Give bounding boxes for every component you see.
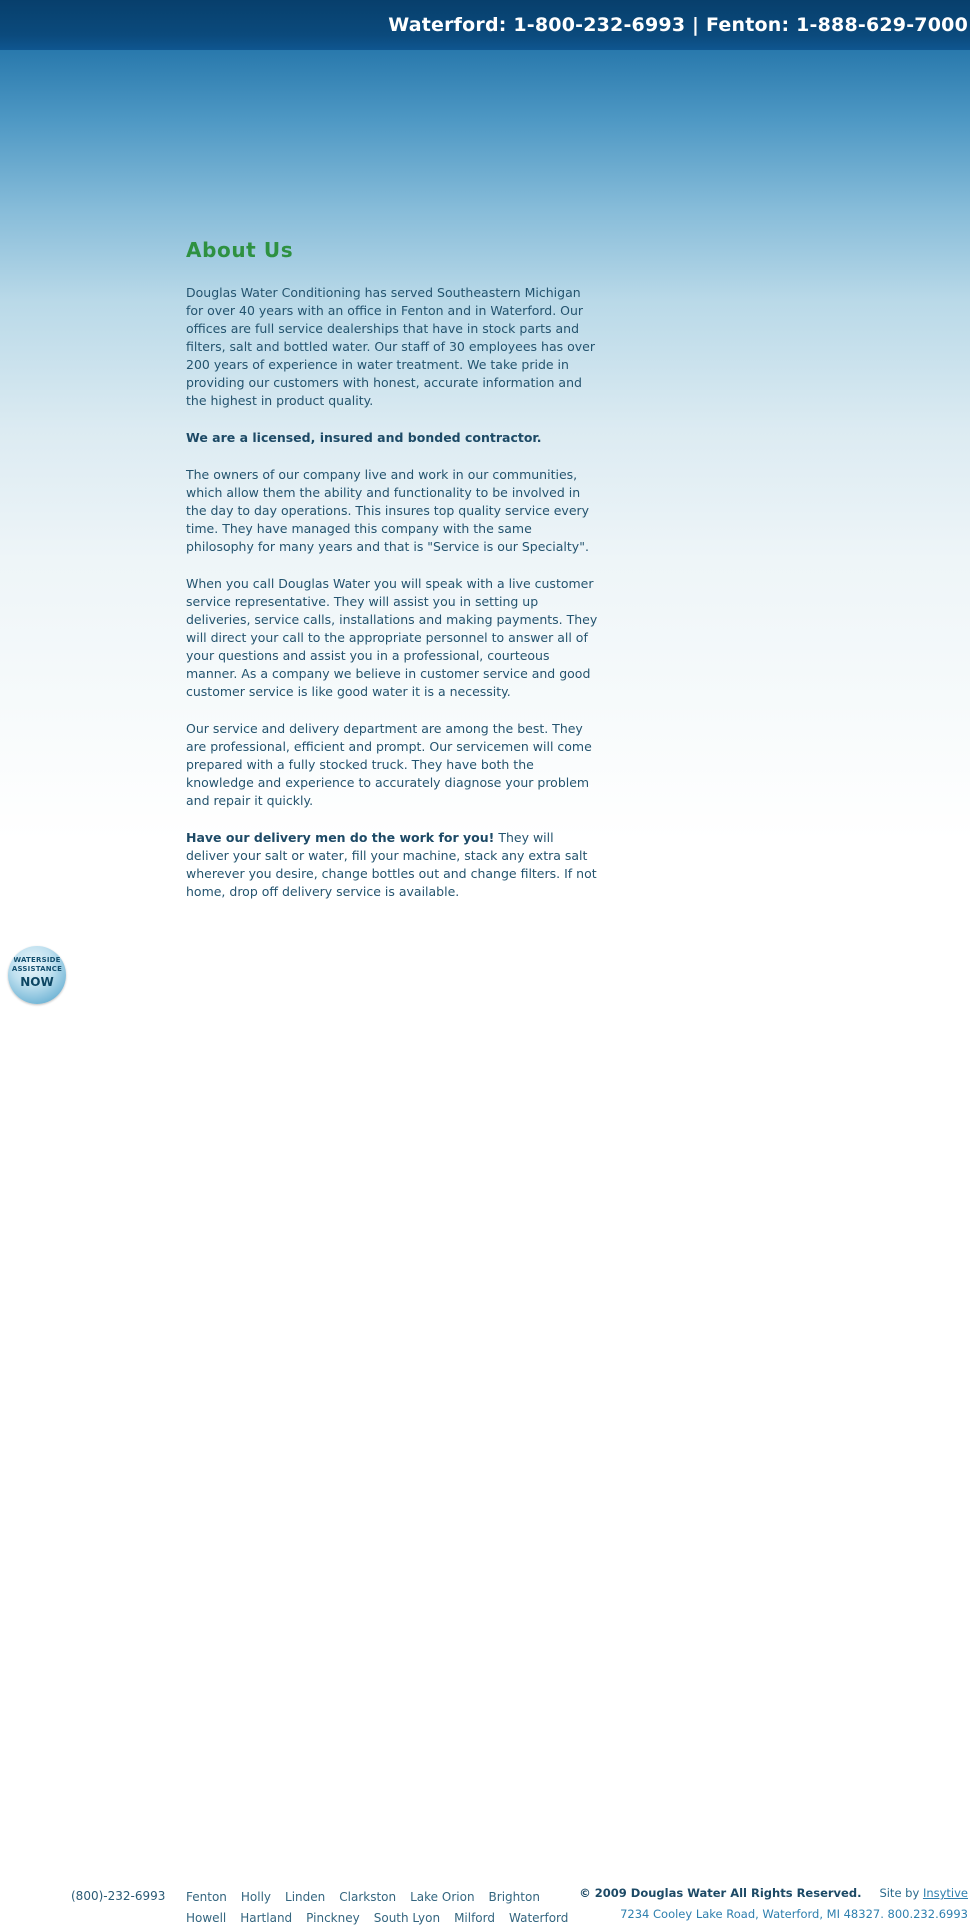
city-item[interactable]: Milford xyxy=(454,1911,495,1925)
about-paragraph-4: Our service and delivery department are among the best. They are professional, efficient and prompt. Our servicemen will come prepared with a fully stocked truck. They have both the knowledge and experience to accurately diagnose your problem and repair it quickly. xyxy=(186,721,592,808)
city-item[interactable]: South Lyon xyxy=(373,1911,441,1925)
about-delivery-paragraph xyxy=(186,829,598,901)
badge-phone-number: (800)-232-6993 xyxy=(71,1889,166,1903)
city-item[interactable]: Linden xyxy=(285,1890,326,1904)
service-area-city-list xyxy=(186,1887,606,1929)
badge-line-1: WATERSIDE xyxy=(13,956,61,964)
about-paragraph-1: Douglas Water Conditioning has served Southeastern Michigan for over 40 years with an office in Fenton and in Waterford. Our offices are full service dealerships that have in stock parts and filters, salt and bottled water. Our staff of 30 employees has over 200 years of experience in water treatment. We take pride in providing our customers with honest, accurate information and the highest in product quality. xyxy=(186,285,595,408)
city-item[interactable]: Howell xyxy=(186,1911,227,1925)
site-footer xyxy=(0,930,970,1925)
waterside-assistance-badge[interactable] xyxy=(8,946,66,1004)
about-paragraph-3: When you call Douglas Water you will speak with a live customer service representative. They will assist you in setting up deliveries, service calls, installations and making payments. They will direct your call to the appropriate personnel to answer all of your questions and assist you in a professional, courteous manner. As a company we believe in customer service and good customer service is like good water it is a necessity. xyxy=(186,576,598,699)
badge-line-2: ASSISTANCE xyxy=(11,965,63,973)
city-item[interactable]: Clarkston xyxy=(339,1890,397,1904)
about-licensed-statement: We are a licensed, insured and bonded contractor. xyxy=(186,430,542,445)
badge-line-3: NOW xyxy=(20,975,54,989)
header-phone-numbers: Waterford: 1-800-232-6993 | Fenton: 1-888-629-7000 xyxy=(388,14,968,36)
page-title: About Us xyxy=(186,238,294,262)
about-paragraph-2: The owners of our company live and work in our communities, which allow them the ability and functionality to be involved in the day to day operations. This insures top quality service every time. They have managed this company with the same philosophy for many years and that is "Service is our Specialty". xyxy=(186,467,590,554)
delivery-lead-in: Have our delivery men do the work for you! xyxy=(186,830,495,845)
city-item[interactable]: Pinckney xyxy=(306,1911,360,1925)
footer-address: 7234 Cooley Lake Road, Waterford, MI 48327. 800.232.6993 xyxy=(620,1907,968,1921)
city-item[interactable]: Hartland xyxy=(240,1911,293,1925)
top-phone-bar xyxy=(0,0,970,50)
city-item[interactable]: Fenton xyxy=(186,1890,227,1904)
copyright-line xyxy=(579,1886,968,1900)
main-content xyxy=(186,238,598,920)
delivery-paragraph-rest: They will deliver your salt or water, fill your machine, stack any extra salt wherever you desire, change bottles out and change filters. If not home, drop off delivery service is available. xyxy=(186,830,597,899)
city-item[interactable]: Holly xyxy=(240,1890,272,1904)
site-by-link[interactable]: Insytive xyxy=(922,1886,968,1900)
city-item[interactable]: Waterford xyxy=(509,1911,569,1925)
site-by-label: Site by xyxy=(879,1886,923,1900)
city-item[interactable]: Brighton xyxy=(488,1890,540,1904)
copyright-text: © 2009 Douglas Water All Rights Reserved. xyxy=(579,1886,862,1900)
city-item[interactable]: Lake Orion xyxy=(410,1890,475,1904)
